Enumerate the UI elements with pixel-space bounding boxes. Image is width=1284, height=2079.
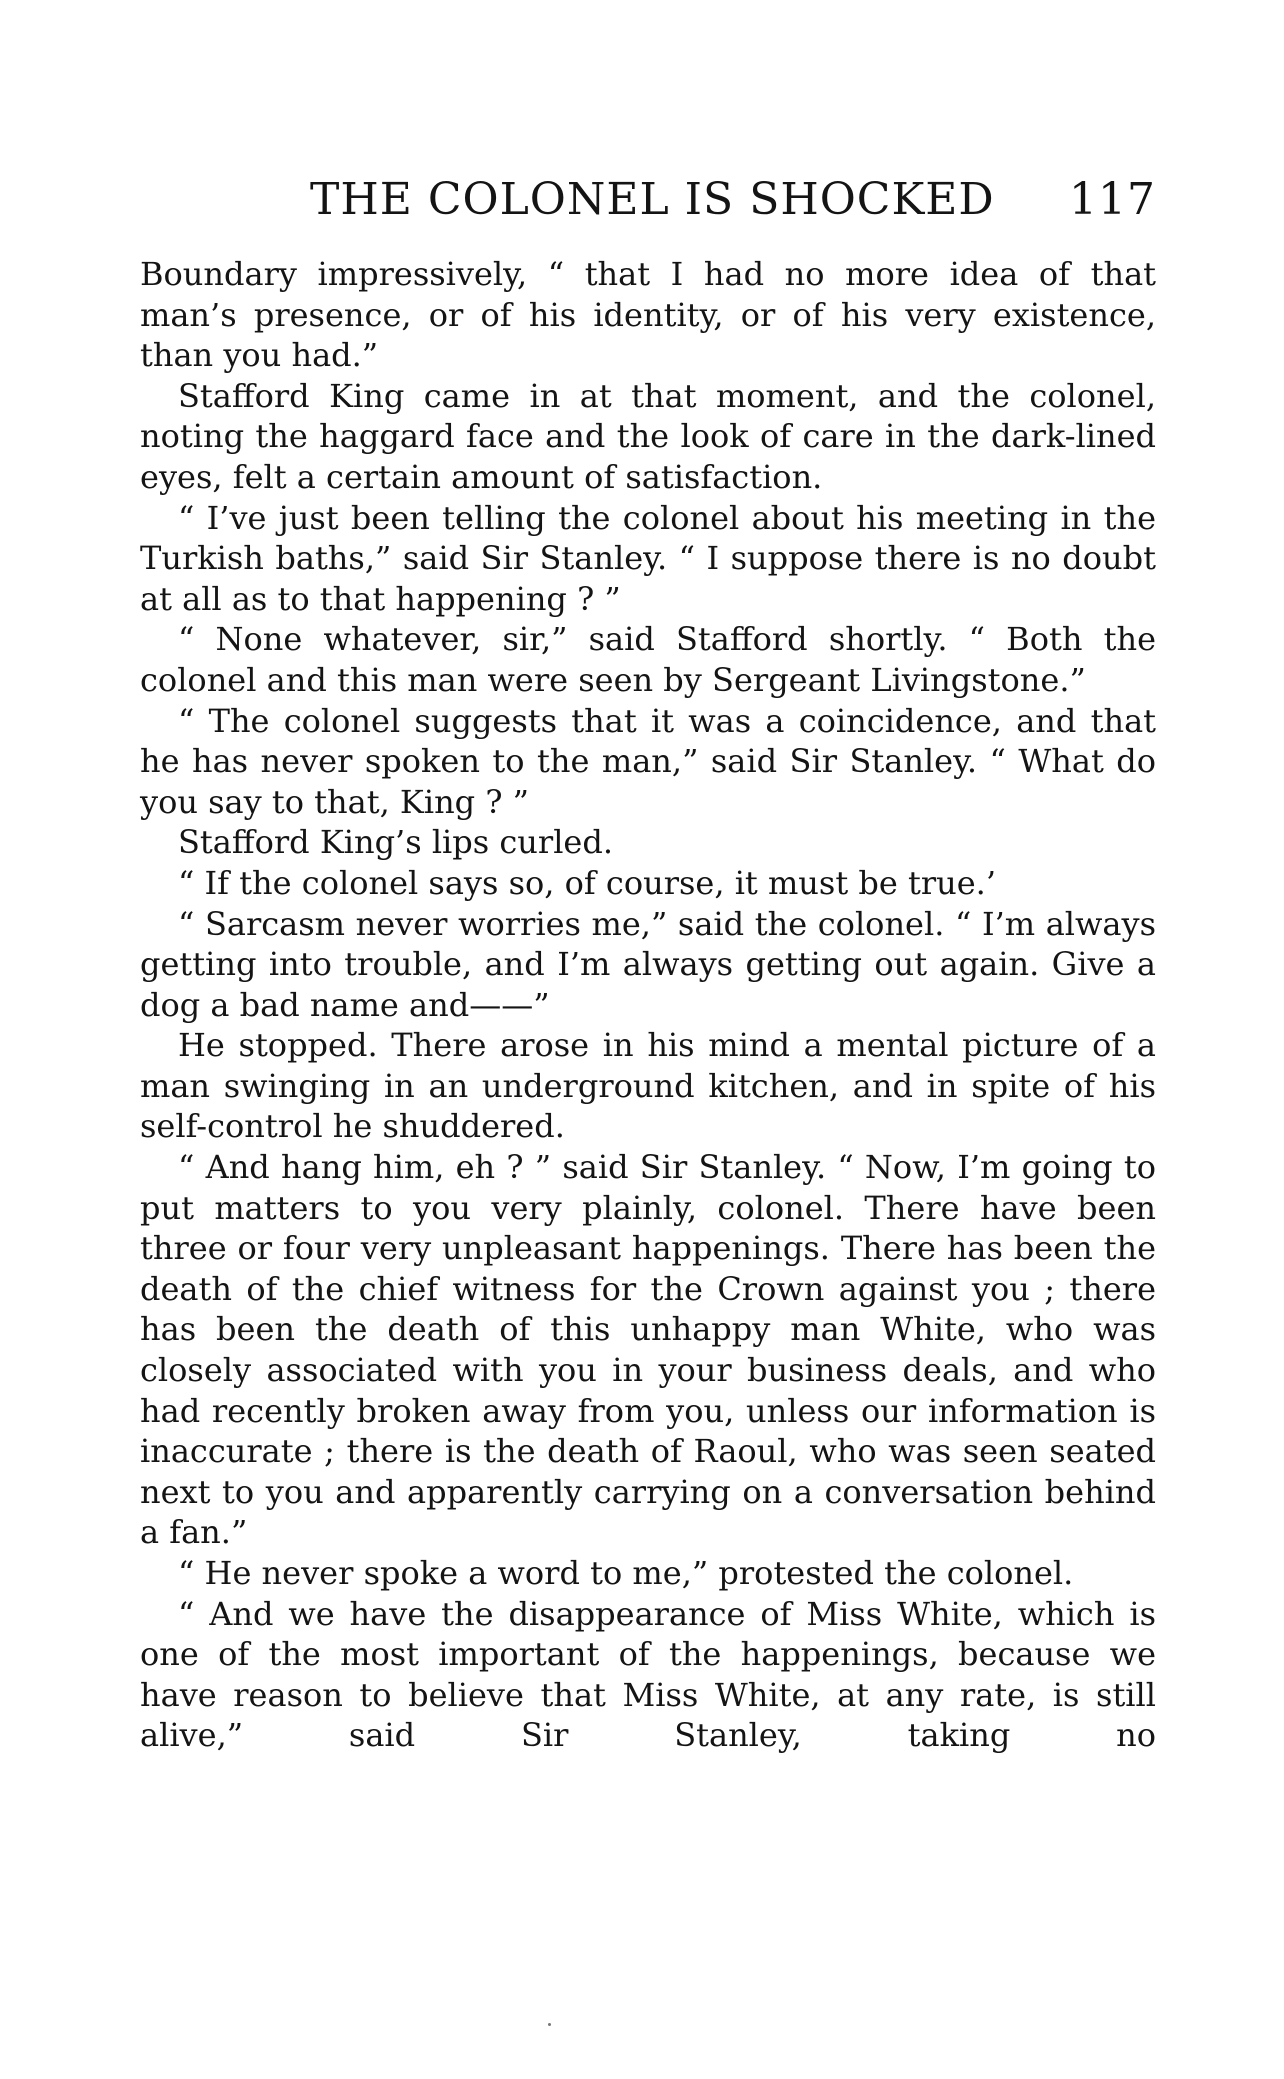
page-number: 117 — [1069, 174, 1156, 225]
paragraph: “ If the colonel says so, of course, it must be true.’ — [178, 863, 996, 902]
paragraph: Stafford King came in at that moment, and the colonel, noting the haggard face and the look of care in the dark-lined eyes, felt a certain amount of satisfaction. — [140, 376, 1156, 496]
body-text — [140, 254, 1156, 1756]
paragraph: “ And hang him, eh ? ” said Sir Stanley. “ Now, I’m going to put matters to you very plainly, colonel. There have been three or four very unpleasant happenings. There has been the death of the chief witness for the Crown against you ; there has been the death of this unhappy man White, who was closely associated with you in your business deals, and who had recently broken away from you, unless our information is inaccurate ; there is the death of Raoul, who was seen seated next to you and apparently carrying on a conversation behind a fan.” — [140, 1148, 1156, 1552]
paragraph: “ He never spoke a word to me,” protested the colonel. — [178, 1554, 1074, 1592]
paragraph: Stafford King’s lips curled. — [178, 823, 614, 862]
running-head — [140, 170, 1156, 230]
paragraph: “ The colonel suggests that it was a coincidence, and that he has never spoken to the man,” said Sir Stanley. “ What do you say to that, King ? ” — [140, 701, 1156, 821]
paragraph: “ None whatever, sir,” said Stafford shortly. “ Both the colonel and this man were seen by Sergeant Livingstone.” — [140, 620, 1156, 699]
paragraph: He stopped. There arose in his mind a mental picture of a man swinging in an underground kitchen, and in spite of his self-control he shuddered. — [140, 1026, 1156, 1146]
paragraph-continued-next-page: “ And we have the disappearance of Miss White, which is one of the most important of the happenings, because we have reason to believe that Miss White, at any rate, is still alive,” said Sir Stanley, taking no — [140, 1594, 1156, 1755]
paragraph: “ Sarcasm never worries me,” said the colonel. “ I’m always getting into trouble, and I’m always getting out again. Give a dog a bad name and——” — [140, 904, 1156, 1024]
printer-mark — [548, 2023, 551, 2026]
paragraph-continuation: Boundary impressively, “ that I had no more idea of that man’s presence, or of his identity, or of his very existence, than you had.” — [140, 255, 1156, 375]
running-title: THE COLONEL IS SHOCKED — [310, 174, 995, 225]
paragraph: “ I’ve just been telling the colonel about his meeting in the Turkish baths,” said Sir Stanley. “ I suppose there is no doubt at all as to that happening ? ” — [140, 498, 1156, 618]
